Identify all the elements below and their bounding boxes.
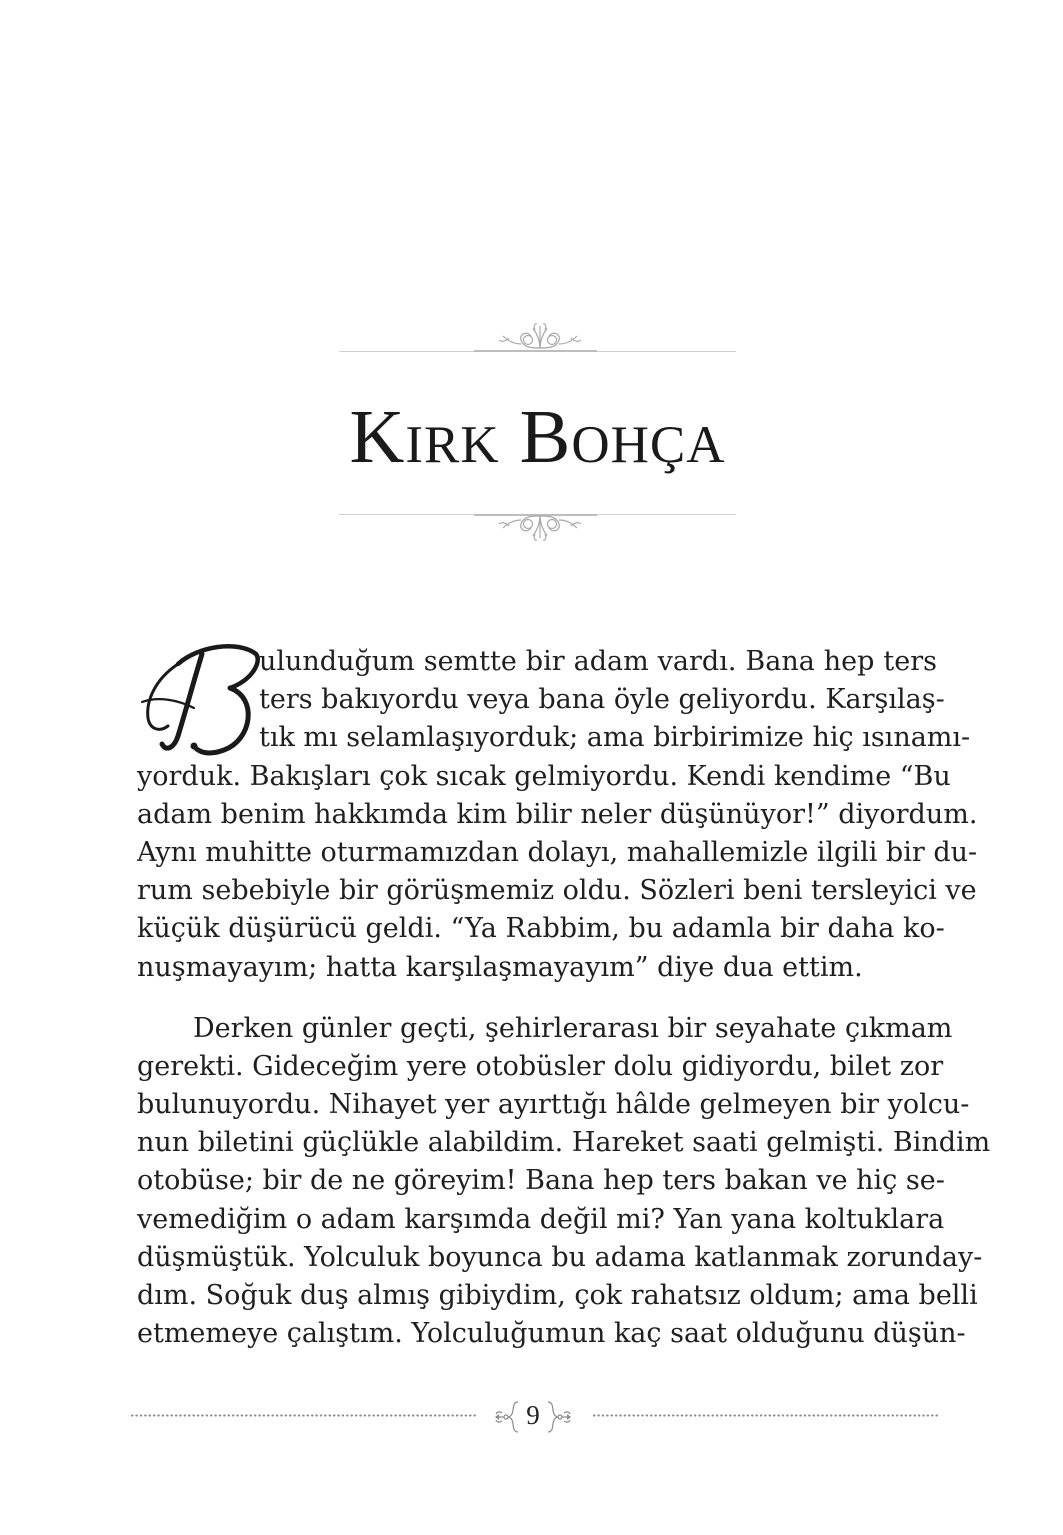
chapter-body (137, 643, 991, 1353)
paragraph-1 (137, 643, 978, 987)
text-line: küçük düşürücü geldi. “Ya Rabbim, bu adamla bir daha ko- (137, 913, 945, 945)
footer-dotted-rule-left (130, 1414, 478, 1417)
page-number-block (494, 1397, 572, 1437)
text-line: ters bakıyordu veya bana öyle geliyordu. Karşılaş- (259, 684, 945, 716)
text-line: gerekti. Gideceğim yere otobüsler dolu gidiyordu, bilet zor (137, 1050, 944, 1082)
chapter-title: Kırk Bohça (349, 395, 726, 479)
text-line: ulunduğum semtte bir adam vardı. Bana hep ters (259, 646, 937, 677)
text-line: rum sebebiyle bir görüşmemiz oldu. Sözleri beni tersleyici ve (137, 875, 977, 907)
text-line: yorduk. Bakışları çok sıcak gelmiyordu. Kendi kendime “Bu (137, 760, 951, 792)
text-line: vemediğim o adam karşımda değil mi? Yan yana koltuklara (137, 1203, 945, 1235)
bracket-ornament-left-icon (494, 1400, 520, 1434)
bracket-ornament-right-icon (546, 1400, 572, 1434)
title-top-inner-rule (474, 350, 597, 352)
paragraph-2 (137, 1010, 991, 1354)
text-line: otobüse; bir de ne göreyim! Bana hep ters bakan ve hiç se- (137, 1165, 945, 1197)
text-line: nuşmayayım; hatta karşılaşmayayım” diye dua ettim. (137, 951, 863, 983)
text-line: dım. Soğuk duş almış gibiydim, çok rahatsız oldum; ama belli (137, 1280, 978, 1311)
text-line: nun biletini güçlükle alabildim. Hareket saati gelmişti. Bindim (137, 1127, 991, 1159)
text-line: Derken günler geçti, şehirlerarası bir seyahate çıkmam (193, 1012, 953, 1044)
page-number: 9 (526, 1400, 540, 1430)
flourish-ornament-bottom-icon (495, 514, 585, 542)
text-line: Aynı muhitte oturmamızdan dolayı, mahallemizle ilgili bir du- (137, 836, 978, 868)
text-line: adam benim hakkımda kim bilir neler düşünüyor!” diyordum. (137, 798, 978, 830)
footer-dotted-rule-right (592, 1414, 938, 1417)
text-line: bulunuyordu. Nihayet yer ayırttığı hâlde gelmeyen bir yolcu- (137, 1089, 970, 1121)
text-line: etmemeye çalıştım. Yolculuğumun kaç saat olduğunu düşün- (137, 1318, 966, 1350)
flourish-ornament-top-icon (495, 322, 585, 350)
text-line: tık mı selamlaşıyorduk; ama birbirimize hiç ısınamı- (259, 722, 971, 754)
text-line: düşmüştük. Yolculuk boyunca bu adama katlanmak zorunday- (137, 1241, 983, 1273)
